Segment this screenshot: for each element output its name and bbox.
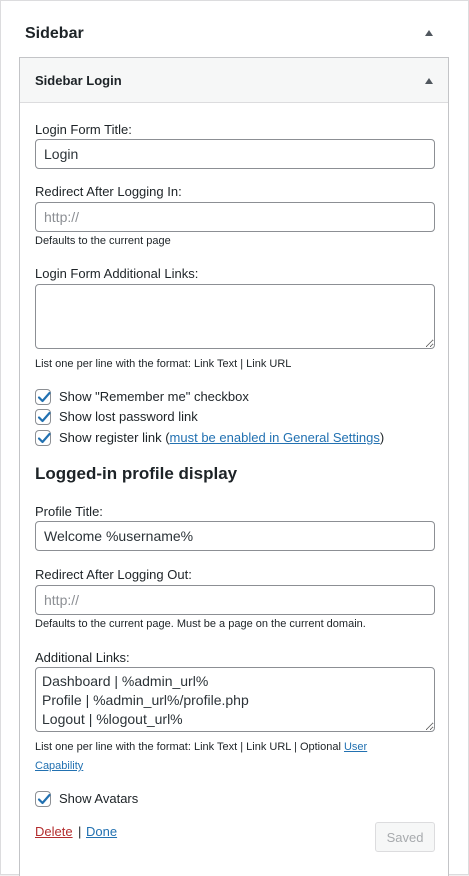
register-option[interactable] <box>35 429 425 447</box>
sidebar-login-widget <box>19 57 449 876</box>
triangle-up-icon[interactable] <box>425 78 433 84</box>
redirect-login-input[interactable] <box>35 202 435 232</box>
show-avatars-option[interactable] <box>35 790 175 808</box>
user-capability-link[interactable]: User <box>343 741 368 753</box>
lost-password-option[interactable] <box>35 408 235 426</box>
register-label-end: ) <box>379 430 385 445</box>
show-avatars-checkbox[interactable] <box>35 791 51 807</box>
additional-links-textarea[interactable] <box>35 667 435 732</box>
saved-button[interactable]: Saved <box>375 822 435 852</box>
register-label-text: Show register link ( <box>59 430 170 445</box>
action-separator: | <box>78 824 82 839</box>
general-settings-link[interactable]: must be enabled in General Settings <box>169 430 380 445</box>
checkmark-icon <box>35 429 53 447</box>
lost-password-label: Show lost password link <box>59 409 198 424</box>
login-form-title-label: Login Form Title: <box>35 122 132 137</box>
additional-links-help-line2 <box>35 757 83 776</box>
additional-links-help-text: List one per line with the format: Link Text | Link URL | Optional <box>35 741 344 753</box>
user-capability-link-continued[interactable]: Capability <box>35 760 84 772</box>
done-link[interactable]: Done <box>86 824 118 839</box>
redirect-login-help: Defaults to the current page <box>35 235 171 247</box>
profile-title-label: Profile Title: <box>35 504 103 519</box>
register-checkbox[interactable] <box>35 430 51 446</box>
additional-links-label: Additional Links: <box>35 650 130 665</box>
checkmark-icon <box>35 790 53 808</box>
remember-me-label: Show "Remember me" checkbox <box>59 389 249 404</box>
triangle-up-icon[interactable] <box>425 30 433 36</box>
additional-links-help <box>35 738 367 757</box>
redirect-logout-label: Redirect After Logging Out: <box>35 567 192 582</box>
redirect-logout-help: Defaults to the current page. Must be a page on the current domain. <box>35 618 366 630</box>
lost-password-checkbox[interactable] <box>35 409 51 425</box>
sidebar-panel-title: Sidebar <box>25 25 84 42</box>
login-additional-links-label: Login Form Additional Links: <box>35 266 199 281</box>
profile-title-input[interactable] <box>35 521 435 551</box>
redirect-login-label: Redirect After Logging In: <box>35 184 182 199</box>
login-additional-links-textarea[interactable] <box>35 284 435 349</box>
login-additional-links-help: List one per line with the format: Link Text | Link URL <box>35 358 292 370</box>
sidebar-panel-header[interactable] <box>1 1 468 42</box>
checkmark-icon <box>35 408 53 426</box>
widget-title: Sidebar Login <box>35 73 122 88</box>
remember-me-checkbox[interactable] <box>35 389 51 405</box>
widget-header[interactable] <box>20 58 448 103</box>
profile-display-heading: Logged-in profile display <box>35 464 238 483</box>
checkmark-icon <box>35 388 53 406</box>
show-avatars-label: Show Avatars <box>59 791 139 806</box>
register-label <box>59 429 384 447</box>
delete-link[interactable]: Delete <box>35 824 73 839</box>
redirect-logout-input[interactable] <box>35 585 435 615</box>
remember-me-option[interactable] <box>35 388 295 406</box>
login-form-title-input[interactable] <box>35 139 435 169</box>
